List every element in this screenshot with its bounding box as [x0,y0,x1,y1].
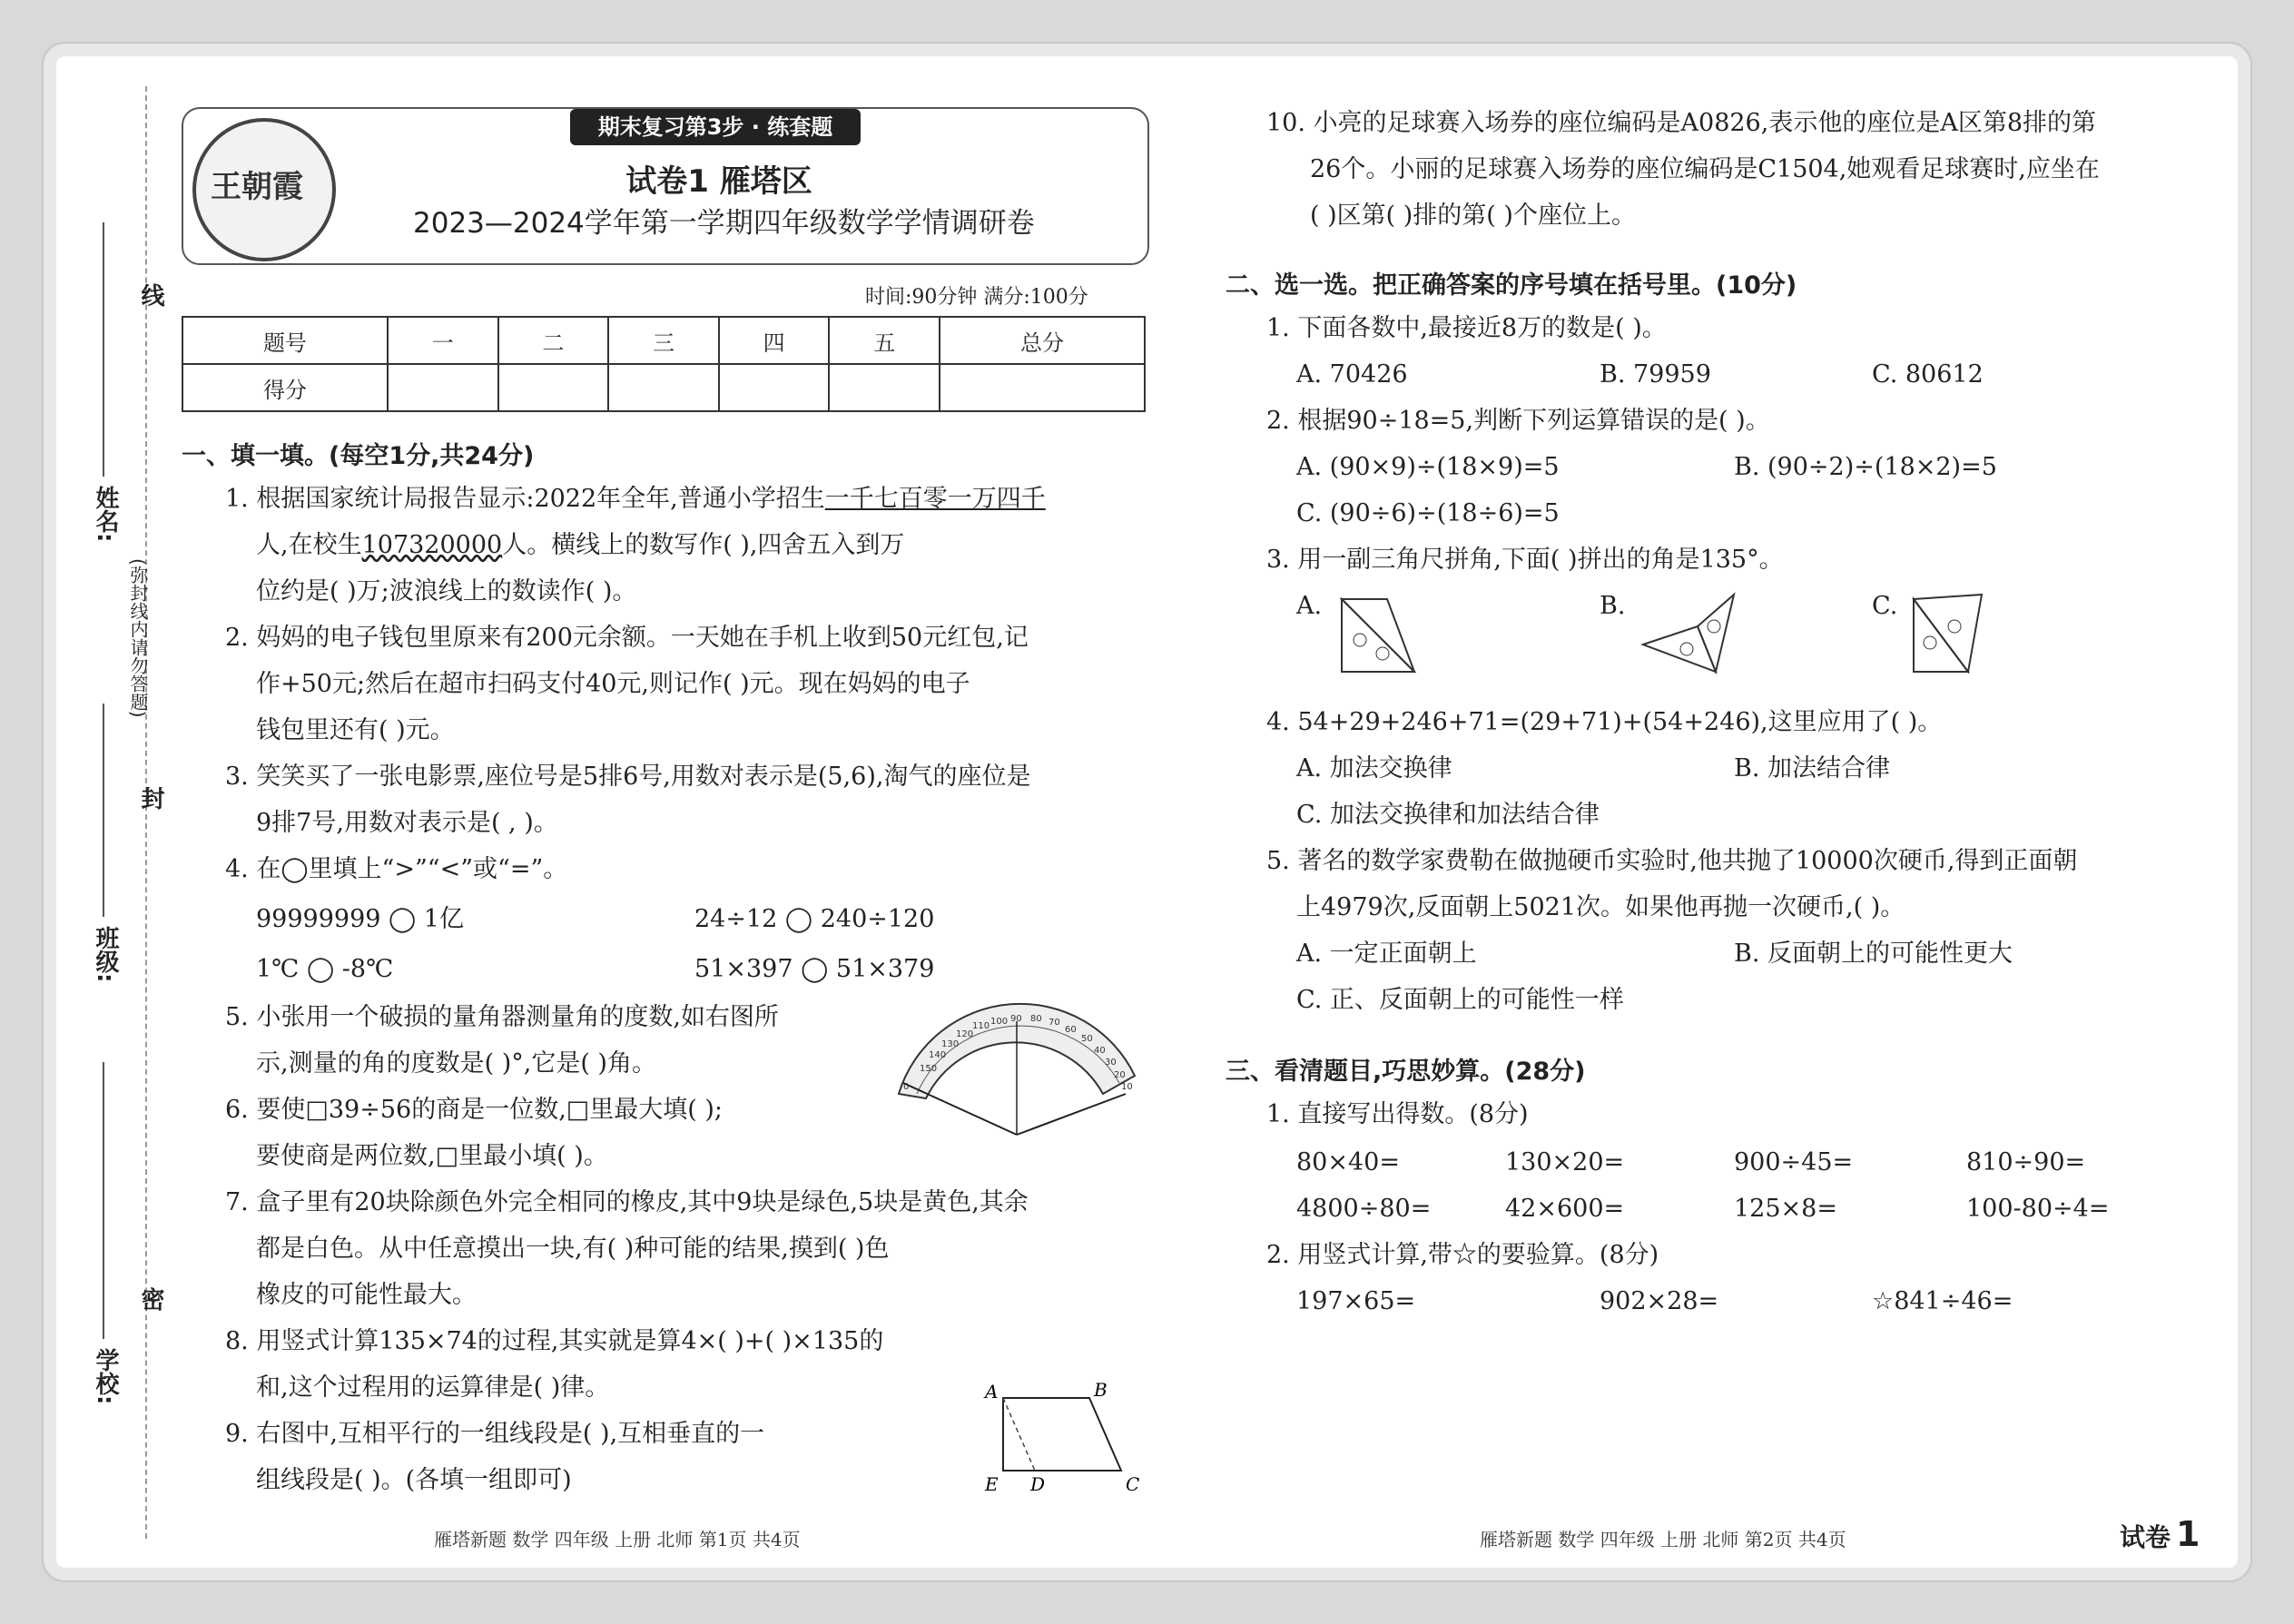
s2-q2-option-c: C. (90÷6)÷(18÷6)=5 [1296,499,1560,527]
exam-subtitle: 2023—2024学年第一学期四年级数学学情调研卷 [413,207,1035,240]
vertical-calc-item: ☆841÷46= [1872,1287,2013,1315]
ruler-triangle [1643,626,1716,672]
protractor-tick-label: 70 [1049,1018,1060,1028]
s2-q1: 1. 下面各数中,最接近8万的数是( )。 [1266,314,1667,342]
time-info: 时间:90分钟 满分:100分 [865,286,1088,309]
score-row-label: 得分 [182,364,388,411]
protractor-tick-label: 10 [1121,1082,1133,1092]
name-blank-line [103,222,104,477]
q4-compare-d: 51×397 ◯ 51×379 [694,955,935,983]
triangle-ruler-figure-b [1634,590,1743,681]
s3-q1: 1. 直接写出得数。(8分) [1266,1100,1529,1128]
q2-line-1: 2. 妈妈的电子钱包里原来有200元余额。一天她在手机上收到50元红包,记 [225,624,1029,652]
q5-line-1: 5. 小张用一个破损的量角器测量角的度数,如右图所 [225,1003,779,1031]
q7-line-2: 都是白色。从中任意摸出一块,有( )种可能的结果,摸到( )色 [256,1235,890,1263]
protractor-tick-label: 30 [1105,1058,1117,1068]
q1-text: 1. 根据国家统计局报告显示:2022年全年,普通小学招生 [225,485,825,513]
q4-compare-c: 1℃ ◯ -8℃ [256,955,394,983]
angle-ray-right [1017,1094,1126,1135]
point-label-b: B [1094,1380,1108,1401]
q3-line-2: 9排7号,用数对表示是( , )。 [256,809,558,837]
protractor-tick-label: 100 [990,1017,1009,1027]
sealing-note: (弥封线内请勿答题) [127,558,149,718]
q1-line-2 [256,529,904,561]
footer-left: 雁塔新题 数学 四年级 上册 北师 第1页 共4页 [434,1529,801,1550]
s2-q3-option-b: B. [1600,592,1626,620]
height-line [1003,1398,1035,1471]
calc-item: 42×600= [1505,1195,1625,1223]
protractor-tick-label: 120 [956,1029,974,1039]
s2-q2: 2. 根据90÷18=5,判断下列运算错误的是( )。 [1266,407,1770,435]
q1-text: 人,在校生 [256,531,362,559]
binding-seal-mark: 封 [137,786,164,810]
logo-text: 王朝霞 [211,169,303,205]
s2-q3-option-a: A. [1296,592,1323,620]
q8-line-2: 和,这个过程用的运算律是( )律。 [256,1373,610,1402]
protractor-tick-label: 110 [972,1021,990,1031]
score-header-cell: 二 [498,317,609,364]
point-label-e: E [985,1473,999,1495]
s2-q5-line-1: 5. 著名的数学家费勒在做抛硬币实验时,他共抛了10000次硬币,得到正面朝 [1266,847,2078,875]
ruler-hole [1924,636,1936,649]
q4-compare-b: 24÷12 ◯ 240÷120 [694,905,935,933]
s2-q5-option-c: C. 正、反面朝上的可能性一样 [1296,986,1624,1014]
protractor-tick-label: 20 [1114,1070,1126,1080]
calc-item: 130×20= [1505,1148,1625,1176]
point-label-c: C [1126,1473,1140,1495]
score-cell[interactable] [829,364,940,411]
s2-q4-option-b: B. 加法结合律 [1734,754,1891,782]
score-header-cell: 题号 [182,317,388,364]
ruler-triangle [1914,595,1982,672]
q10-line-3: ( )区第( )排的第( )个座位上。 [1310,202,1636,230]
exam-tag [2120,1514,2200,1554]
calc-item: 900÷45= [1734,1148,1854,1176]
ruler-hole [1354,634,1366,646]
exam-tag-number: 1 [2176,1514,2200,1554]
school-label: 学校: [92,1348,119,1405]
score-cell[interactable] [940,364,1145,411]
score-cell[interactable] [388,364,498,411]
score-cell[interactable] [719,364,830,411]
ruler-hole [1948,620,1961,633]
section-3-title: 三、看清题目,巧思妙算。(28分) [1226,1058,1586,1086]
q1-line-1 [225,483,1046,515]
protractor-tick-label: 50 [1081,1034,1093,1044]
exam-title: 试卷1 雁塔区 [625,163,812,200]
q4-compare-a: 99999999 ◯ 1亿 [256,905,464,933]
s2-q5-option-b: B. 反面朝上的可能性更大 [1734,940,2013,968]
s2-q4: 4. 54+29+246+71=(29+71)+(54+246),这里应用了( )。 [1266,708,1943,736]
header-banner: 期末复习第3步 · 练套题 [570,109,861,145]
s2-q2-option-a: A. (90×9)÷(18×9)=5 [1296,453,1560,481]
s2-q4-option-c: C. 加法交换律和加法结合律 [1296,801,1600,829]
calc-item: 80×40= [1296,1148,1400,1176]
q10-line-2: 26个。小丽的足球赛入场券的座位编码是C1504,她观看足球赛时,应坐在 [1310,155,2100,183]
point-label-a: A [985,1381,999,1403]
score-header-cell: 总分 [940,317,1145,364]
s2-q4-option-a: A. 加法交换律 [1296,754,1452,782]
ruler-hole [1680,643,1693,655]
triangle-ruler-figure-a [1333,590,1433,681]
s2-q5-line-2: 上4979次,反面朝上5021次。如果他再抛一次硬币,( )。 [1296,893,1905,921]
protractor-tick-label: 150 [920,1064,938,1074]
q1-underlined-number: 一千七百零一万四千 [824,485,1046,513]
protractor-tick-label: 140 [929,1050,947,1060]
calc-item: 810÷90= [1966,1148,2086,1176]
q5-line-2: 示,测量的角的度数是( )°,它是( )角。 [256,1049,656,1078]
ruler-hole [1376,647,1389,660]
triangle-ruler-figure-c [1905,590,1995,681]
score-header-cell: 五 [829,317,940,364]
class-blank-line [103,704,104,917]
protractor-tick-label: 80 [1030,1014,1042,1024]
vertical-calc-item: 197×65= [1296,1287,1416,1315]
name-label: 姓名: [92,486,119,543]
q2-line-3: 钱包里还有( )元。 [256,716,455,744]
protractor-tick-label: 130 [941,1039,960,1049]
footer-right: 雁塔新题 数学 四年级 上册 北师 第2页 共4页 [1480,1529,1846,1550]
calc-item: 4800÷80= [1296,1195,1432,1223]
ruler-hole [1708,620,1720,633]
s2-q3: 3. 用一副三角尺拼角,下面( )拼出的角是135°。 [1266,546,1784,574]
protractor-tick-label: 0 [903,1082,910,1092]
vertical-calc-item: 902×28= [1600,1287,1719,1315]
exam-tag-text: 试卷 [2120,1522,2171,1552]
s3-q2: 2. 用竖式计算,带☆的要验算。(8分) [1266,1241,1659,1269]
quadrilateral-shape [1003,1398,1121,1471]
ruler-triangle [1698,595,1734,672]
s2-q5-option-a: A. 一定正面朝上 [1296,940,1477,968]
point-label-d: D [1030,1473,1046,1495]
ruler-triangle [1342,599,1414,672]
protractor-tick-label: 90 [1010,1014,1022,1024]
angle-ray-left [903,1083,1017,1135]
protractor-tick-label: 40 [1094,1046,1106,1056]
score-header-cell: 三 [608,317,719,364]
section-1-title: 一、填一填。(每空1分,共24分) [182,442,535,470]
q1-line-3: 位约是( )万;波浪线上的数读作( )。 [256,577,637,605]
q1-wavy-number: 107320000 [361,531,503,559]
q4-line-1: 4. 在◯里填上“>”“<”或“=”。 [225,855,568,883]
section-2-title: 二、选一选。把正确答案的序号填在括号里。(10分) [1226,271,1797,300]
q1-text: 人。横线上的数写作( ),四舍五入到万 [502,531,905,559]
s2-q1-option-b: B. 79959 [1600,360,1711,389]
broken-protractor-figure [876,985,1148,1144]
q8-line-1: 8. 用竖式计算135×74的过程,其实就是算4×( )+( )×135的 [225,1327,884,1355]
publisher-logo [192,118,336,261]
score-table [182,316,1146,412]
s2-q2-option-b: B. (90÷2)÷(18×2)=5 [1734,453,1997,481]
school-blank-line [103,1062,104,1339]
q7-line-1: 7. 盒子里有20块除颜色外完全相同的橡皮,其中9块是绿色,5块是黄色,其余 [225,1188,1029,1216]
s2-q1-option-a: A. 70426 [1296,360,1408,389]
q9-line-2: 组线段是( )。(各填一组即可) [256,1466,572,1494]
calc-item: 125×8= [1734,1195,1837,1223]
q6-line-2: 要使商是两位数,□里最小填( )。 [256,1142,608,1170]
q7-line-3: 橡皮的可能性最大。 [256,1281,477,1309]
q2-line-2: 作+50元;然后在超市扫码支付40元,则记作( )元。现在妈妈的电子 [256,670,970,698]
q3-line-1: 3. 笑笑买了一张电影票,座位号是5排6号,用数对表示是(5,6),淘气的座位是 [225,763,1031,791]
calc-item: 100-80÷4= [1966,1195,2110,1223]
score-header-cell: 四 [719,317,830,364]
score-cell[interactable] [498,364,609,411]
score-cell[interactable] [608,364,719,411]
protractor-tick-label: 60 [1065,1025,1077,1035]
s2-q3-option-c: C. [1872,592,1898,620]
binding-line-mark: 线 [137,283,164,307]
binding-secret-mark: 密 [137,1287,164,1311]
q10-line-1: 10. 小亮的足球赛入场券的座位编码是A0826,表示他的座位是A区第8排的第 [1266,109,2096,137]
class-label: 班级: [92,926,119,983]
q9-line-1: 9. 右图中,互相平行的一组线段是( ),互相垂直的一 [225,1420,765,1448]
parallelogram-figure [976,1380,1157,1498]
score-header-cell: 一 [388,317,498,364]
s2-q1-option-c: C. 80612 [1872,360,1984,389]
q6-line-1: 6. 要使□39÷56的商是一位数,□里最大填( ); [225,1096,724,1124]
